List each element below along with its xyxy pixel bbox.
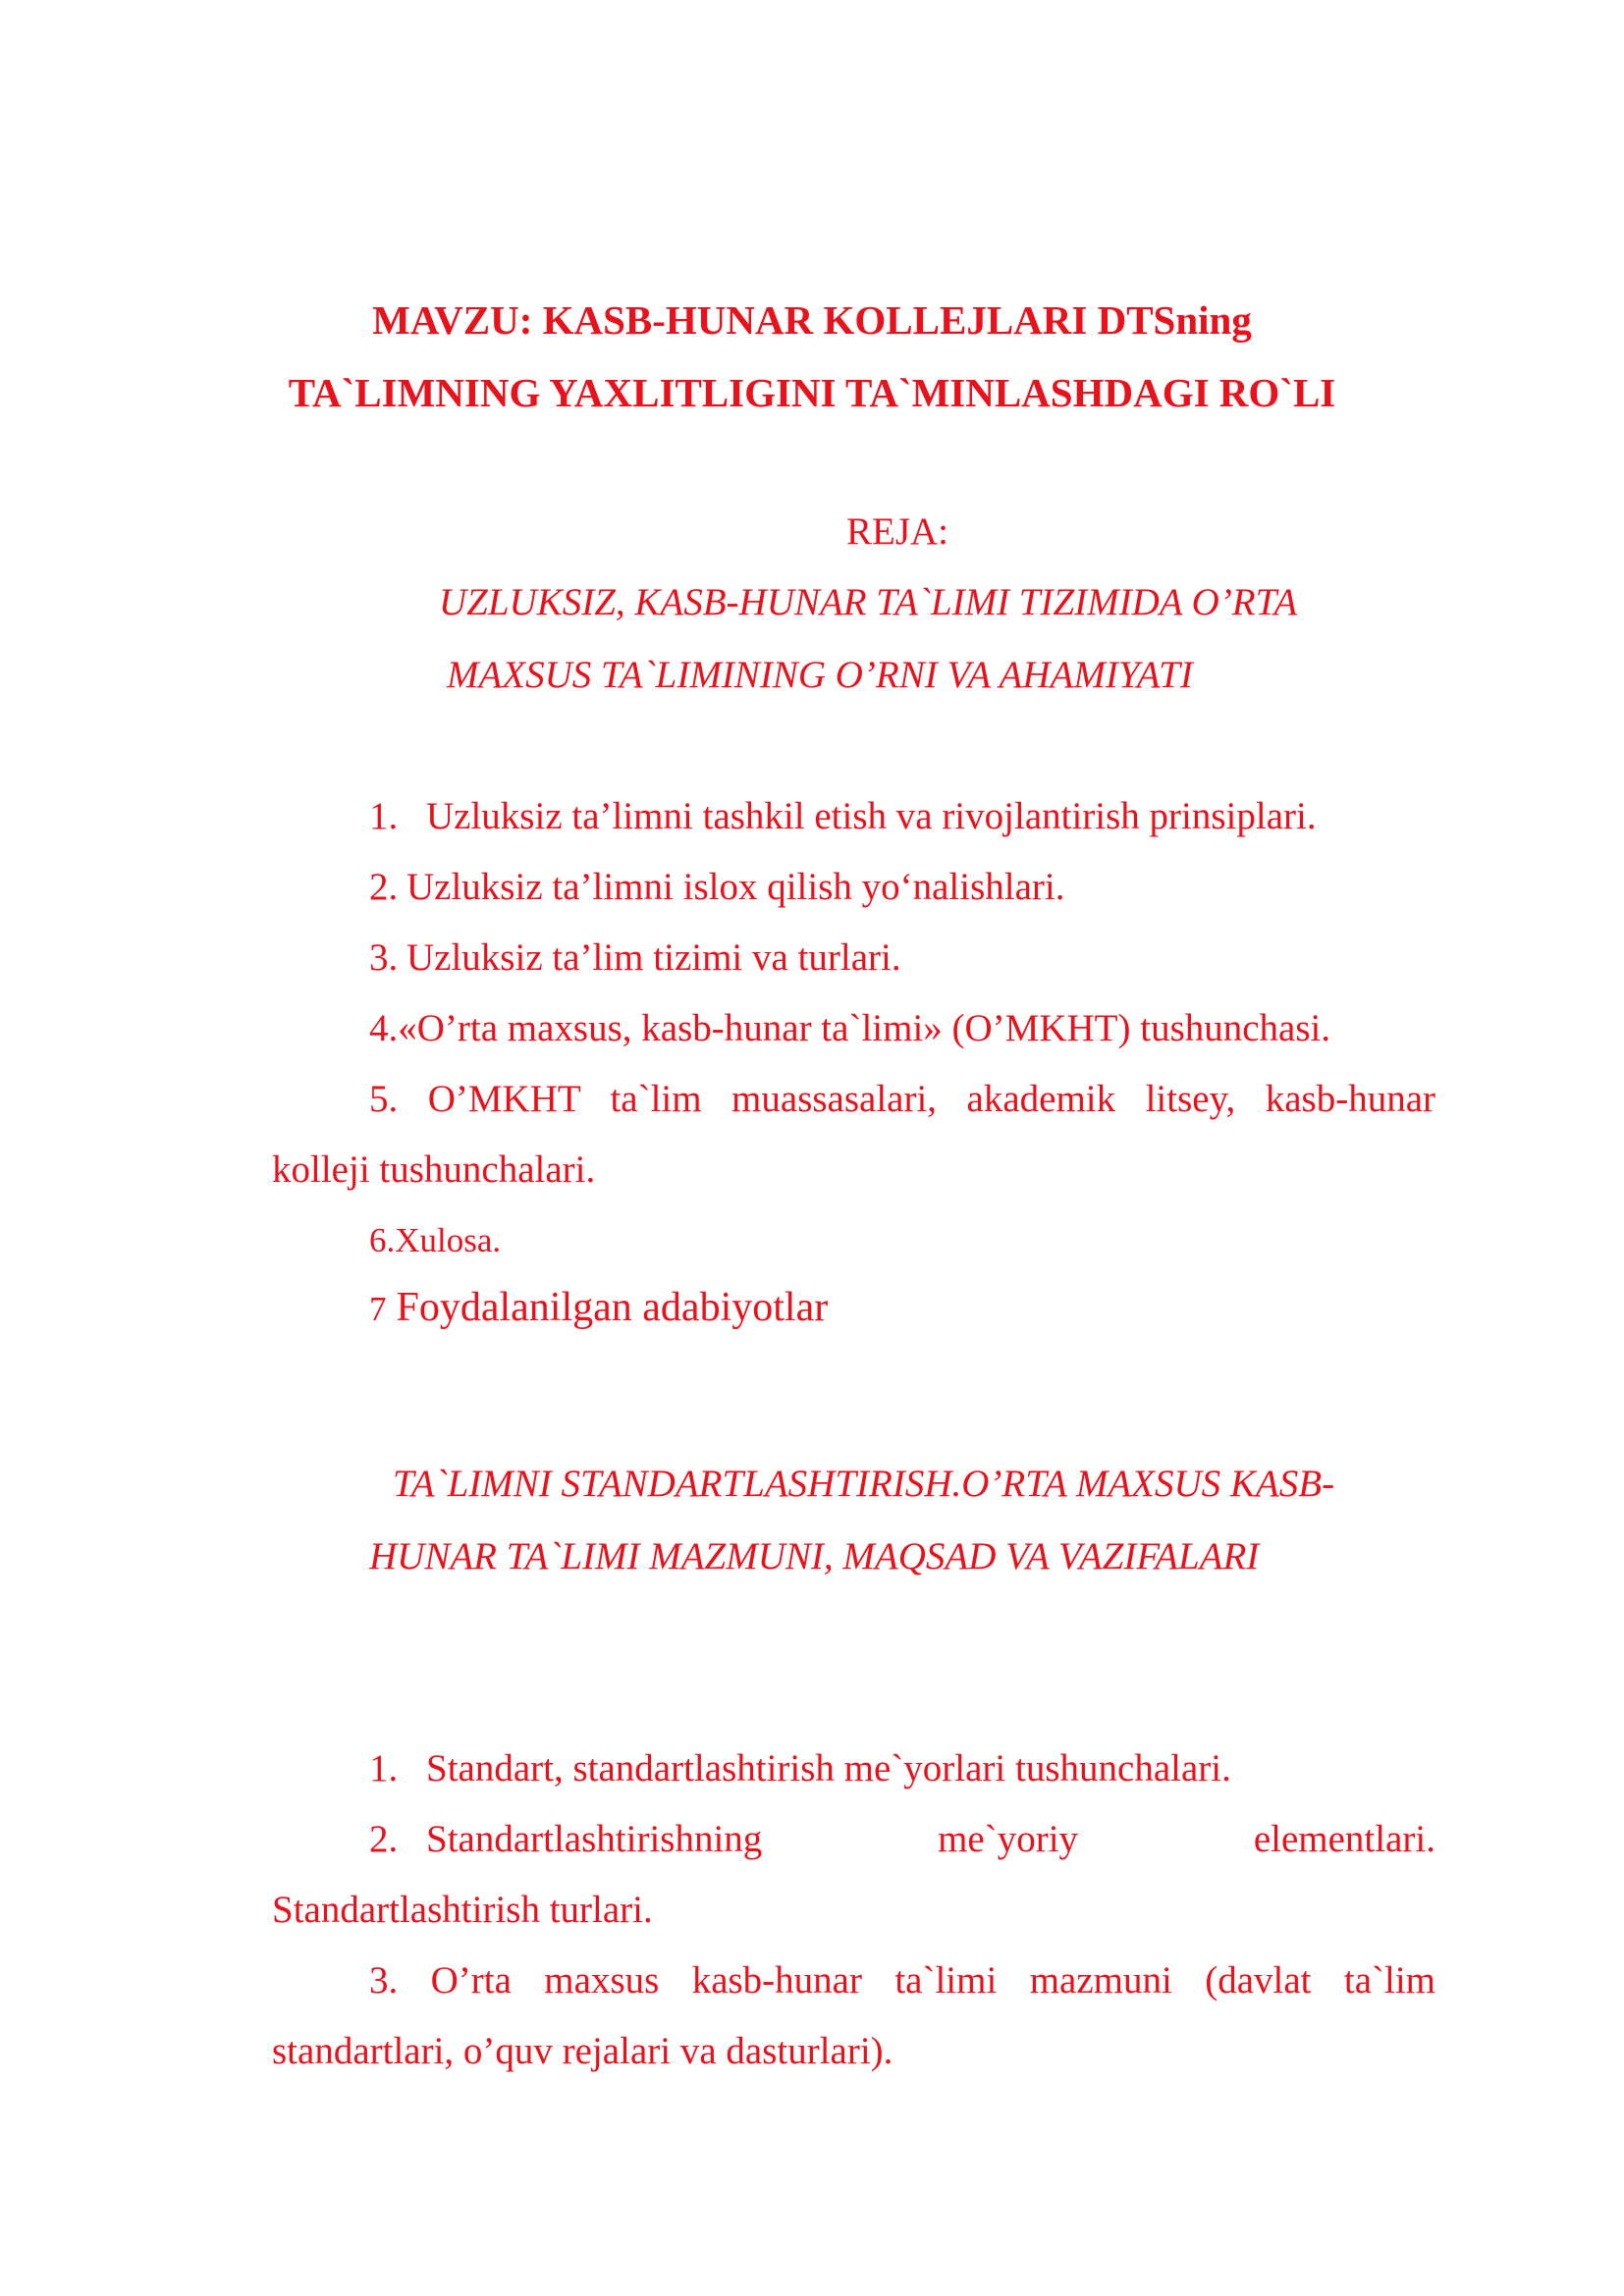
page-title-line-1: MAVZU: KASB-HUNAR KOLLEJLARI DTSning xyxy=(372,297,1252,343)
section1-heading-line-1: UZLUKSIZ, KASB-HUNAR TA`LIMI TIZIMIDA O’RTA xyxy=(439,581,1298,623)
list-item xyxy=(369,1217,501,1264)
list-item-text: «O’rta maxsus, kasb-hunar ta`limi» (O’MKHT) tushunchasi. xyxy=(398,1007,1331,1049)
list-item xyxy=(369,1005,1330,1052)
section2-heading-line-1: TA`LIMNI STANDARTLASHTIRISH.O’RTA MAXSUS KASB- xyxy=(393,1463,1335,1505)
list-item-line-1 xyxy=(369,1957,1435,2004)
list-item-number: 3. xyxy=(369,1959,399,2002)
list-item-number: 3. xyxy=(369,936,399,979)
list-item-line-2: Standartlashtirish turlari. xyxy=(272,1889,653,1931)
list-item-number: 6. xyxy=(369,1221,396,1259)
list-item xyxy=(369,1745,1231,1792)
list-item-number: 1. xyxy=(369,795,399,837)
list-item-text: Uzluksiz ta’limni tashkil etish va rivojlantirish prinsiplari. xyxy=(426,795,1317,837)
page-title-line-2: TA`LIMNING YAXLITLIGINI TA`MINLASHDAGI RO`LI xyxy=(288,370,1336,415)
list-item-text: Standartlashtirishning me`yoriy elementlari. xyxy=(426,1818,1435,1860)
list-item-text: Uzluksiz ta’limni islox qilish yo‘nalishlari. xyxy=(406,866,1065,908)
list-item-text: Standart, standartlashtirish me`yorlari tushunchalari. xyxy=(426,1747,1231,1789)
list-item-text: O’MKHT ta`lim muassasalari, akademik litsey, kasb-hunar xyxy=(427,1078,1436,1120)
list-item-text: O’rta maxsus kasb-hunar ta`limi mazmuni (davlat ta`lim xyxy=(430,1959,1436,2002)
list-item-line-1 xyxy=(369,1816,1435,1863)
section2-heading-line-2: HUNAR TA`LIMI MAZMUNI, MAQSAD VA VAZIFALARI xyxy=(369,1535,1260,1577)
list-item xyxy=(369,934,901,982)
list-item-text: Xulosa. xyxy=(395,1221,502,1259)
list-item-number: 5. xyxy=(369,1078,399,1120)
list-item xyxy=(369,793,1317,840)
list-item-line-1 xyxy=(369,1076,1435,1123)
list-item xyxy=(369,864,1065,911)
list-item-number: 2. xyxy=(369,1818,399,1860)
list-item-number: 7 xyxy=(369,1290,387,1328)
list-item-text: Foydalanilgan adabiyotlar xyxy=(396,1285,829,1330)
section1-heading-line-2: MAXSUS TA`LIMINING O’RNI VA AHAMIYATI xyxy=(447,654,1193,696)
list-item xyxy=(369,1284,828,1333)
plan-label: REJA: xyxy=(846,510,949,553)
list-item-number: 4. xyxy=(369,1007,399,1049)
list-item-line-2: kolleji tushunchalari. xyxy=(272,1148,596,1191)
list-item-number: 1. xyxy=(369,1747,399,1789)
list-item-line-2: standartlari, o’quv rejalari va dasturlari). xyxy=(272,2030,893,2072)
list-item-text: Uzluksiz ta’lim tizimi va turlari. xyxy=(406,936,901,979)
list-item-number: 2. xyxy=(369,866,399,908)
